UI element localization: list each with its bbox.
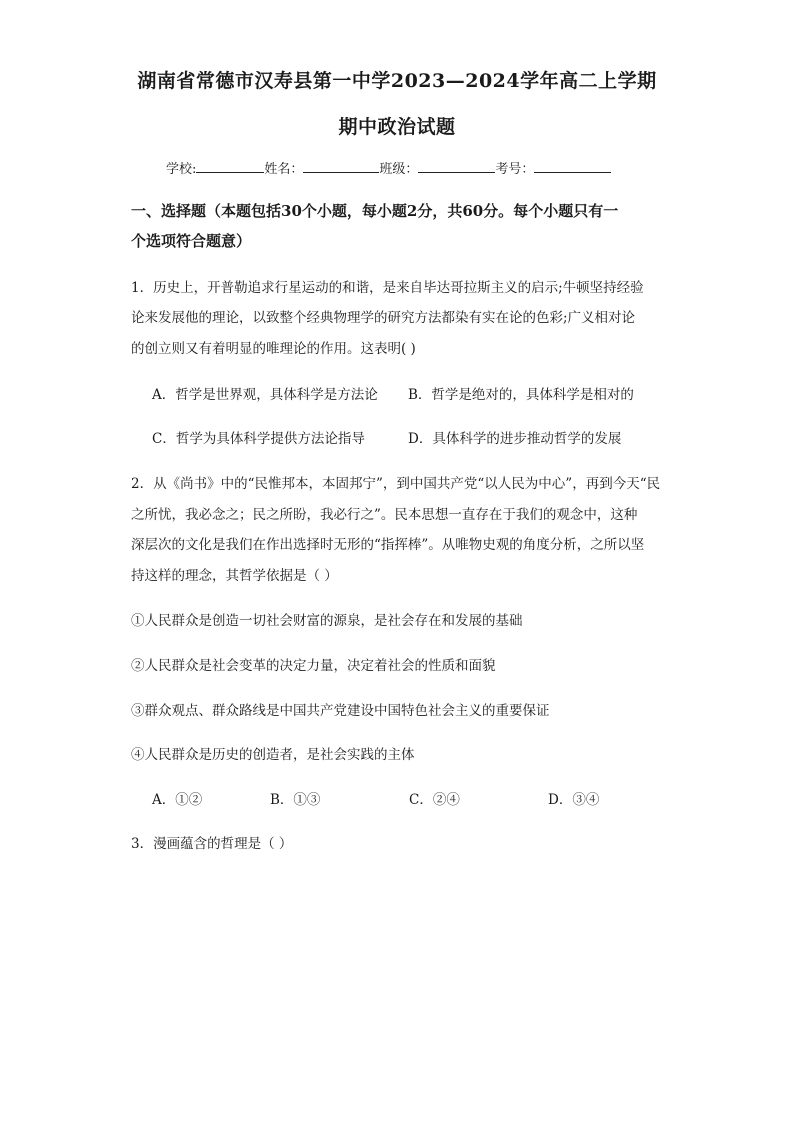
school-blank[interactable] (196, 160, 264, 173)
exam-title-line2: 期中政治试题 (338, 116, 456, 138)
name-label: 姓名： (264, 162, 304, 177)
exam-no-blank[interactable] (534, 160, 611, 173)
q1-option-b[interactable]: B．哲学是绝对的，具体科学是相对的 (408, 387, 634, 403)
section-heading-line1: 一、选择题（本题包括30个小题，每小题2分，共60分。每个小题只有一 (131, 202, 619, 220)
q1-option-d[interactable]: D．具体科学的进步推动哲学的发展 (408, 431, 622, 447)
q2-option-b[interactable]: B．①③ (270, 792, 321, 808)
class-label: 班级： (379, 162, 419, 177)
q2-stem-line4: 持这样的理念，其哲学依据是（ ） (131, 568, 338, 584)
q2-statement-2: ②人民群众是社会变革的决定力量，决定着社会的性质和面貌 (131, 658, 496, 674)
q2-statement-4: ④人民群众是历史的创造者，是社会实践的主体 (131, 747, 415, 763)
name-blank[interactable] (303, 160, 379, 173)
q2-option-a[interactable]: A．①② (152, 792, 203, 808)
q1-stem-line1: 1．历史上，开普勒追求行星运动的和谐，是来自毕达哥拉斯主义的启示;牛顿坚持经验 (131, 280, 644, 296)
q3-stem-line1: 3．漫画蕴含的哲理是（ ） (131, 836, 293, 852)
school-label: 学校: (166, 162, 197, 177)
q2-option-c[interactable]: C．②④ (409, 792, 460, 808)
q1-stem-line3: 的创立则又有着明显的唯理论的作用。这表明( ) (131, 341, 416, 357)
q2-stem-line1: 2．从《尚书》中的“民惟邦本，本固邦宁”，到中国共产党“以人民为中心”，再到今天“民 (131, 476, 661, 492)
exam-title-line1: 湖南省常德市汉寿县第一中学2023—2024学年高二上学期 (137, 70, 657, 92)
q2-stem-line3: 深层次的文化是我们在作出选择时无形的“指挥棒”。从唯物史观的角度分析，之所以坚 (131, 537, 645, 553)
q1-option-c[interactable]: C．哲学为具体科学提供方法论指导 (152, 431, 365, 447)
q1-stem-line2: 论来发展他的理论，以致整个经典物理学的研究方法都染有实在论的色彩;广义相对论 (131, 310, 636, 326)
q2-stem-line2: 之所忧，我必念之；民之所盼，我必行之”。民本思想一直存在于我们的观念中，这种 (131, 507, 638, 523)
q2-statement-1: ①人民群众是创造一切社会财富的源泉，是社会存在和发展的基础 (131, 613, 523, 629)
class-blank[interactable] (418, 160, 495, 173)
exam-no-label: 考号： (495, 162, 535, 177)
q1-option-a[interactable]: A．哲学是世界观，具体科学是方法论 (152, 387, 378, 403)
q2-statement-3: ③群众观点、群众路线是中国共产党建设中国特色社会主义的重要保证 (131, 703, 550, 719)
section-heading-line2: 个选项符合题意） (131, 232, 252, 250)
student-info-row (166, 158, 611, 177)
q2-option-d[interactable]: D．③④ (548, 792, 600, 808)
